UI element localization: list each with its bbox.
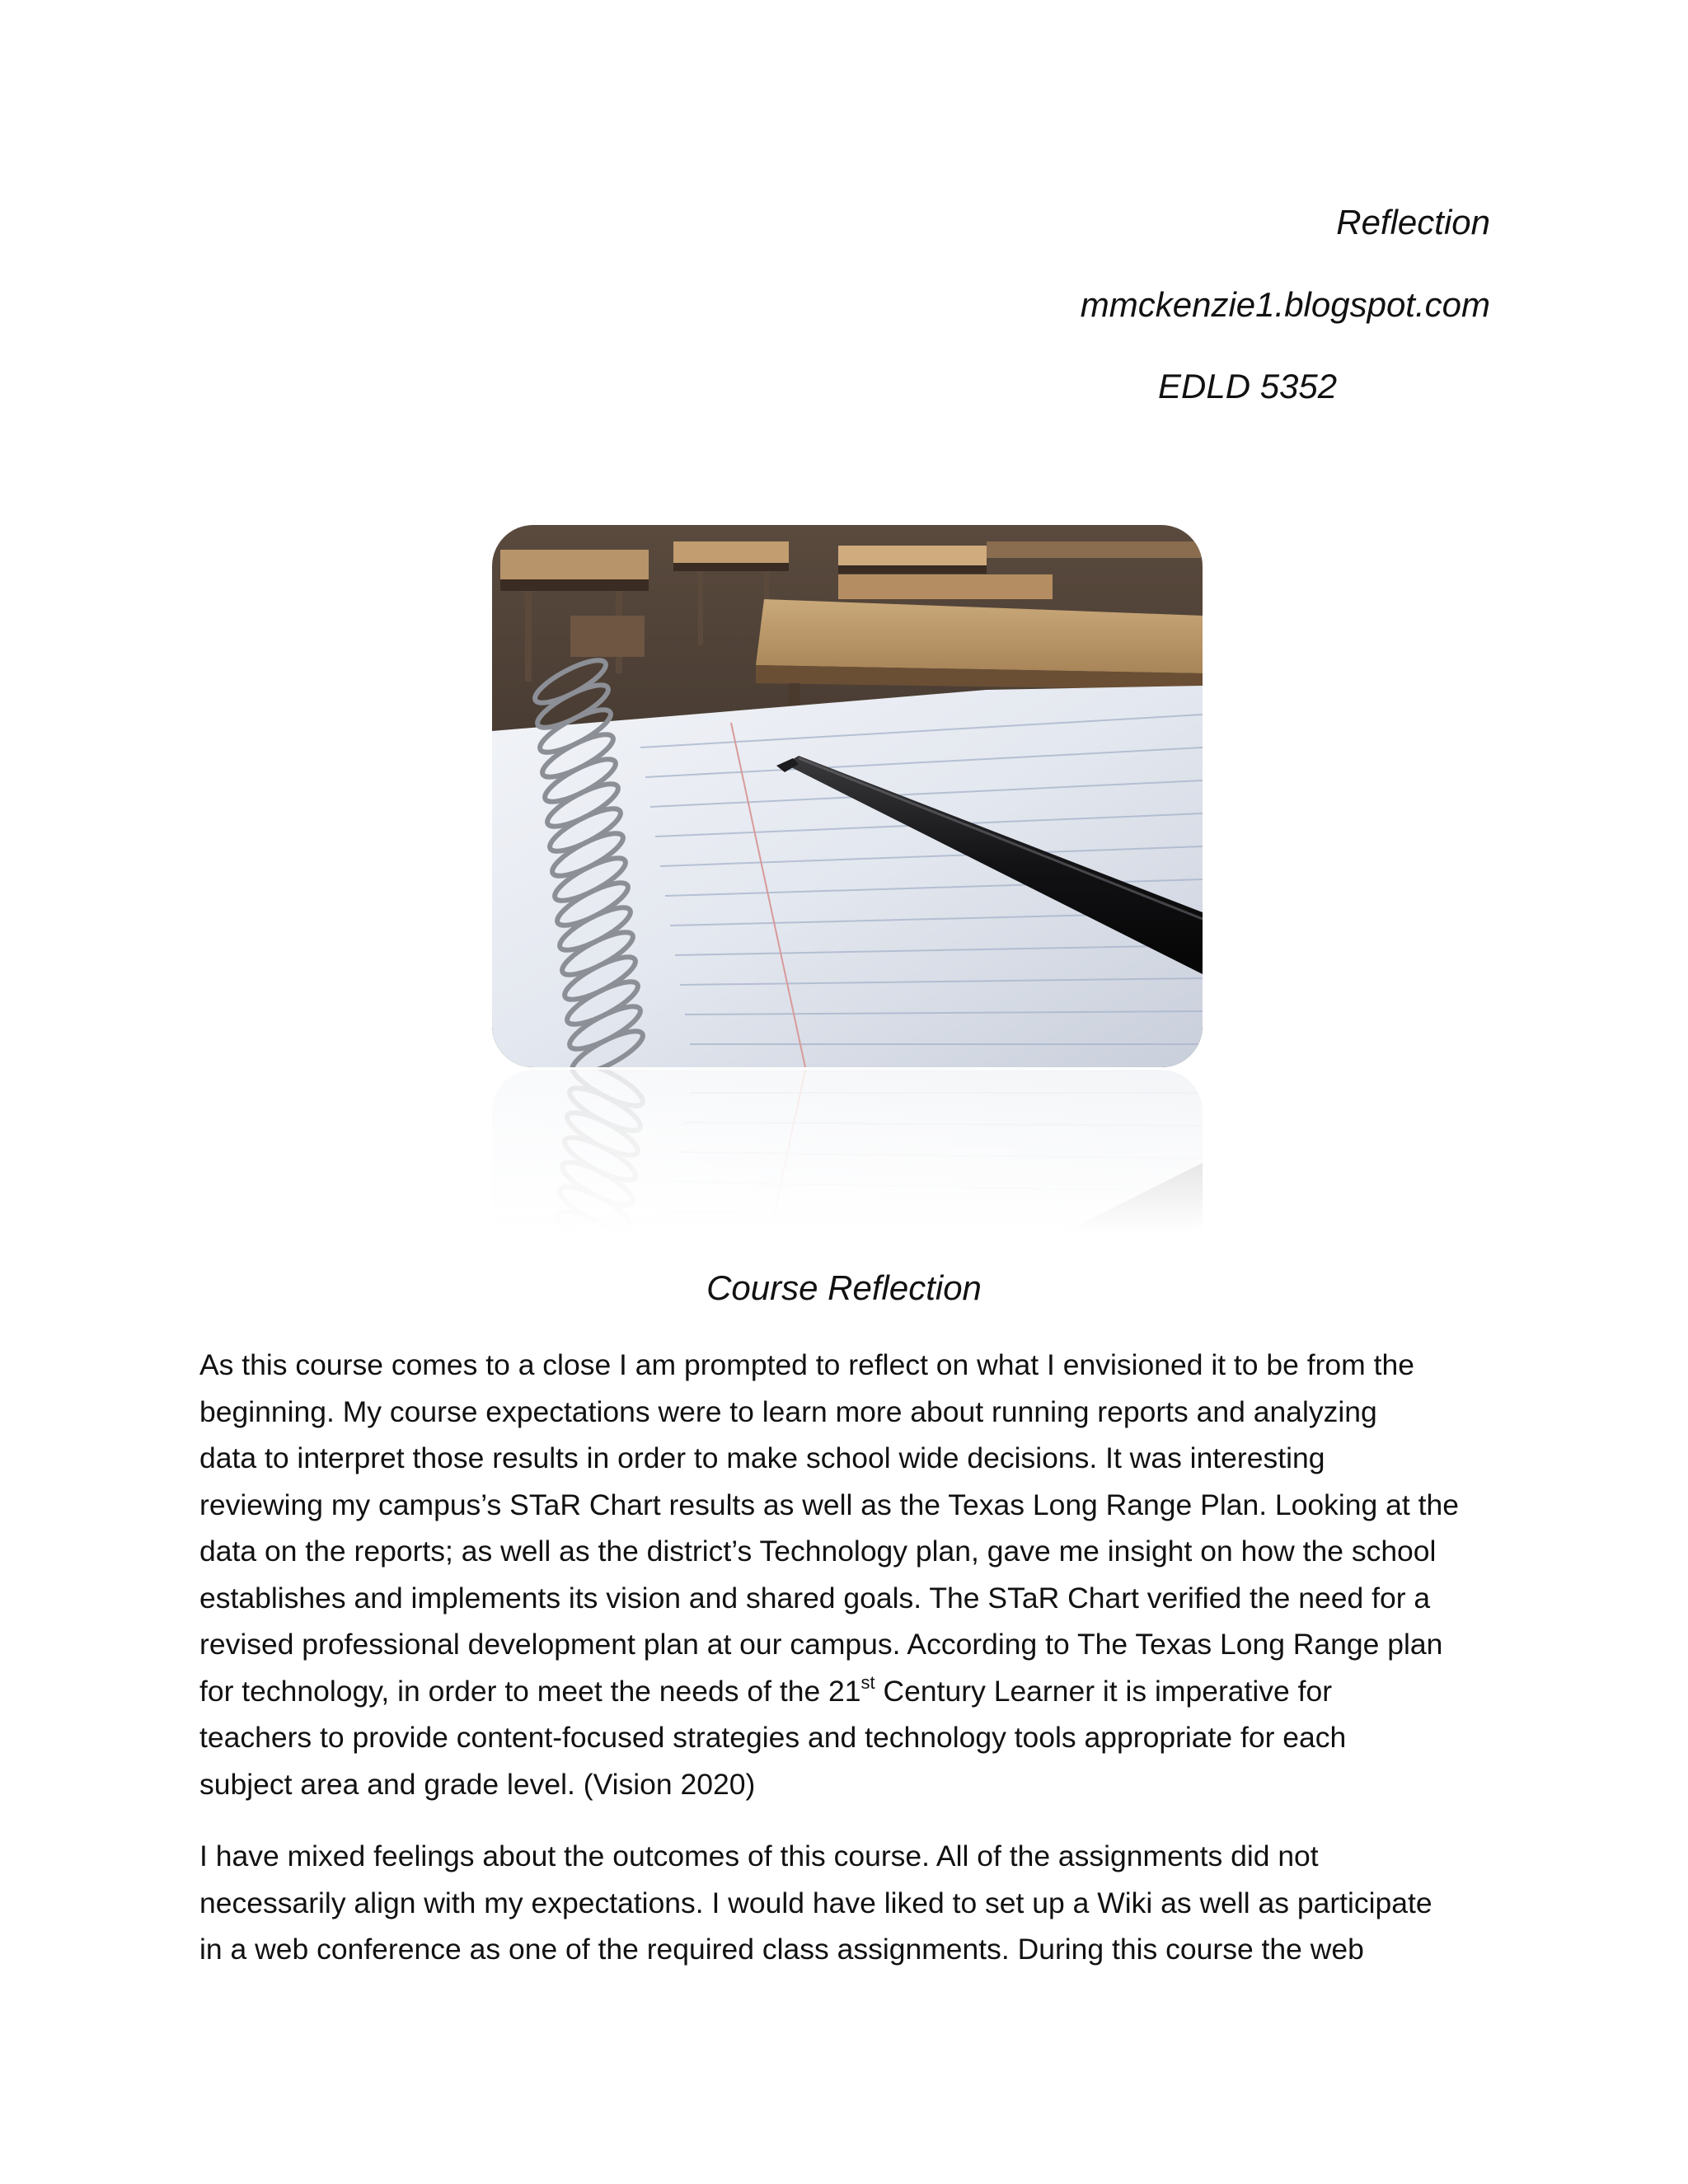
paragraph-course-outcomes <box>199 1833 1535 1973</box>
paragraph-line: revised professional development plan at our campus. According to The Texas Long Range plan <box>199 1628 1443 1661</box>
header-course-code: EDLD 5352 <box>1158 367 1338 405</box>
paragraph-line: teachers to provide content-focused strategies and technology tools appropriate for each <box>199 1721 1347 1754</box>
paragraph-line: data on the reports; as well as the district’s Technology plan, gave me insight on how the school <box>199 1535 1437 1568</box>
line-text: for technology, in order to meet the needs of the 21 <box>199 1674 861 1708</box>
paragraph-course-expectations <box>199 1342 1535 1807</box>
paragraph-line: subject area and grade level. (Vision 2020) <box>199 1767 756 1801</box>
paragraph-line: in a web conference as one of the required class assignments. During this course the web <box>199 1933 1364 1966</box>
photo-reflection <box>492 1070 1203 1235</box>
paragraph-line: I have mixed feelings about the outcomes of this course. All of the assignments did not <box>199 1840 1319 1872</box>
paragraph-line: establishes and implements its vision and shared goals. The STaR Chart verified the need for a <box>199 1581 1431 1615</box>
header-blog-url: mmckenzie1.blogspot.com <box>1080 285 1490 324</box>
paragraph-line: necessarily align with my expectations. I would have liked to set up a Wiki as well as participate <box>199 1886 1432 1919</box>
line-text: Century Learner it is imperative for <box>874 1674 1333 1708</box>
paragraph-line: data to interpret those results in order to make school wide decisions. It was interesting <box>199 1441 1325 1474</box>
notebook-pen-photo <box>492 525 1203 1067</box>
section-title: Course Reflection <box>706 1268 982 1307</box>
paragraph-line: As this course comes to a close I am prompted to reflect on what I envisioned it to be from the <box>199 1348 1414 1381</box>
paragraph-line: reviewing my campus’s STaR Chart results as well as the Texas Long Range Plan. Looking at the <box>199 1488 1459 1521</box>
paragraph-line-with-superscript <box>199 1668 1535 1715</box>
paragraph-line: beginning. My course expectations were to learn more about running reports and analyzing <box>199 1394 1377 1428</box>
header-title: Reflection <box>1336 203 1490 241</box>
ordinal-superscript: st <box>860 1671 875 1693</box>
